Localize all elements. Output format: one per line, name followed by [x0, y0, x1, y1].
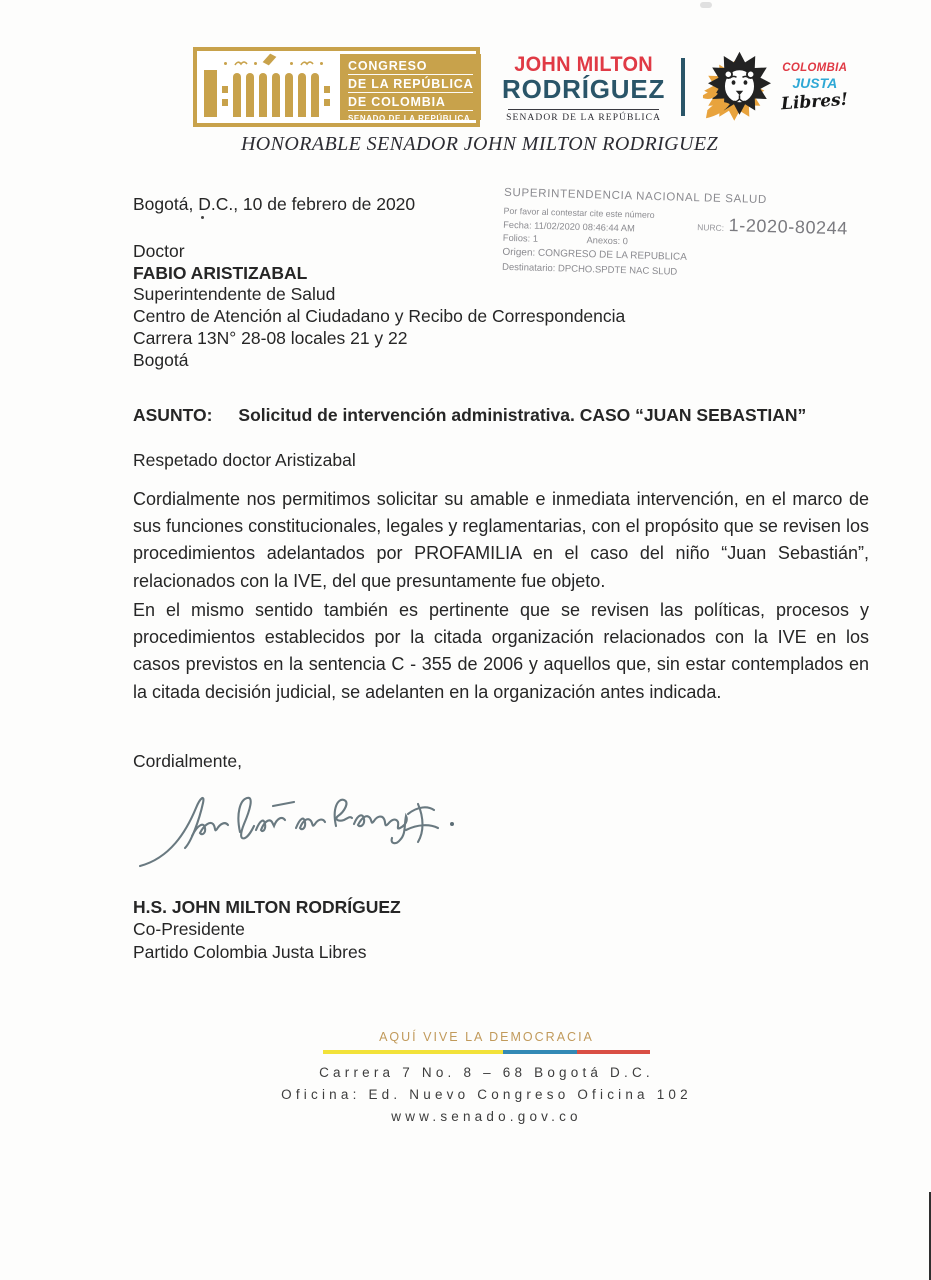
subject-line — [133, 405, 806, 426]
recipient-line: Superintendente de Salud — [133, 284, 336, 305]
footer-address-line2: Oficina: Ed. Nuevo Congreso Oficina 102 — [281, 1087, 692, 1102]
stamp-folios: Folios: 1 — [502, 232, 539, 244]
body-paragraph-2: En el mismo sentido también es pertinente que se revisen las políticas, procesos y procedimientos establecidos por la citada organización relacionados con la IVE en los casos previstos en la sentencia C - 355 de 2006 y aquellos que, sin estar contemplados en la citada decisión judicial, se adelanten en la organización antes indicada. — [133, 600, 869, 702]
column-bar — [272, 73, 280, 117]
congress-logo-text — [340, 54, 481, 123]
footer — [0, 1030, 931, 1128]
signature — [134, 784, 464, 881]
recipient-line: Carrera 13N° 28-08 locales 21 y 22 — [133, 327, 408, 348]
bird-icon — [300, 59, 314, 66]
stamp-nurc — [697, 214, 848, 239]
column-bar — [246, 73, 254, 117]
recipient-block — [133, 241, 625, 371]
signer-name: H.S. JOHN MILTON RODRÍGUEZ — [133, 897, 401, 917]
senator-name-logo — [502, 53, 665, 124]
party-word-justa: JUSTA — [792, 75, 838, 91]
bird-icon — [234, 59, 248, 66]
recipient-name: FABIO ARISTIZABAL — [133, 262, 308, 283]
stamp-destinatario: Destinatario: DPCHO.SPDTE NAC SLUD — [501, 261, 678, 278]
column-slab — [204, 70, 217, 117]
flag-yellow-segment — [323, 1050, 503, 1054]
date-line: Bogotá, D.C., 10 de febrero de 2020 — [133, 194, 416, 214]
ornament-dot-icon — [290, 62, 293, 65]
recipient-line: Doctor — [133, 241, 185, 261]
congress-columns-icon — [197, 51, 337, 123]
recipient-line: Bogotá — [133, 349, 189, 370]
colombia-flag-bar-icon — [323, 1050, 651, 1054]
congress-line2: DE LA REPÚBLICA — [348, 77, 474, 91]
column-bar — [285, 73, 293, 117]
column-bar — [259, 73, 267, 117]
party-logo-text — [780, 62, 849, 115]
ornament-dot-icon — [254, 62, 257, 65]
flag-blue-segment — [503, 1050, 577, 1054]
column-colon — [324, 75, 330, 117]
lion-icon — [697, 44, 779, 130]
footer-slogan: AQUÍ VIVE LA DEMOCRACIA — [379, 1030, 594, 1044]
column-bar — [233, 73, 241, 117]
flag-red-segment — [577, 1050, 651, 1054]
recipient-line: Centro de Atención al Ciudadano y Recibo de Correspondencia — [133, 306, 626, 327]
ornament-dot-icon — [224, 62, 227, 65]
honorable-senator-banner: HONORABLE SENADOR JOHN MILTON RODRIGUEZ — [240, 133, 719, 155]
subject-text: Solicitud de intervención administrativa. CASO “JUAN SEBASTIAN” — [238, 405, 807, 425]
footer-website: www.senado.gov.co — [391, 1109, 582, 1124]
capitol-columns-icon — [204, 69, 330, 117]
congress-ornaments-icon — [204, 54, 330, 69]
party-logo — [697, 44, 848, 130]
column-bar — [311, 73, 319, 117]
stamp-fecha: Fecha: 11/02/2020 08:46:44 AM — [503, 219, 635, 233]
nurc-number: 1-2020-80244 — [728, 215, 849, 239]
signer-block — [133, 896, 401, 963]
signer-party: Partido Colombia Justa Libres — [133, 941, 367, 962]
body-paragraph-1: Cordialmente nos permitimos solicitar su amable e inmediata intervención, en el marco de sus funciones constitucionales, legales y reglamentarias, con el propósito que se revisen los procedimientos adelantados por PROFAMILIA en el caso del niño “Juan Sebastián”, relacionados con la IVE, del que presuntamente fue objeto. — [133, 489, 869, 591]
party-word-libres: Libres! — [780, 89, 849, 115]
senator-subtitle: SENADOR DE LA REPÚBLICA — [506, 113, 662, 124]
stamp-entity: SUPERINTENDENCIA NACIONAL DE SALUD — [503, 186, 768, 207]
senator-logo-rule — [508, 109, 659, 111]
party-word-colombia: COLOMBIA — [782, 62, 848, 74]
scan-smudge-artifact — [700, 2, 712, 8]
logo-divider — [681, 58, 685, 116]
senator-last-name: RODRÍGUEZ — [502, 73, 666, 104]
flag-ornament-icon — [263, 54, 277, 66]
letterhead — [193, 44, 848, 130]
stamp-origen: Origen: CONGRESO DE LA REPUBLICA — [502, 246, 688, 263]
footer-address-line1: Carrera 7 No. 8 – 68 Bogotá D.C. — [319, 1065, 654, 1080]
column-colon — [222, 75, 228, 117]
subject-label: ASUNTO: — [133, 405, 213, 425]
greeting-line: Respetado doctor Aristizabal — [133, 450, 356, 470]
congress-logo — [193, 47, 480, 127]
congress-line4: SENADO DE LA REPÚBLICA — [348, 114, 471, 123]
scan-dot-artifact — [201, 216, 204, 219]
nurc-label: NURC: — [697, 222, 725, 233]
congress-line3: DE COLOMBIA — [348, 95, 473, 111]
stamp-note: Por favor al contestar cite este número — [503, 205, 655, 220]
closing-line: Cordialmente, — [133, 751, 242, 771]
congress-line1: CONGRESO — [348, 59, 473, 75]
column-bar — [298, 73, 306, 117]
stamp-anexos: Anexos: 0 — [586, 235, 629, 247]
ornament-dot-icon — [320, 62, 323, 65]
senator-first-name: JOHN MILTON — [514, 52, 653, 76]
signer-title: Co-Presidente — [133, 919, 245, 940]
